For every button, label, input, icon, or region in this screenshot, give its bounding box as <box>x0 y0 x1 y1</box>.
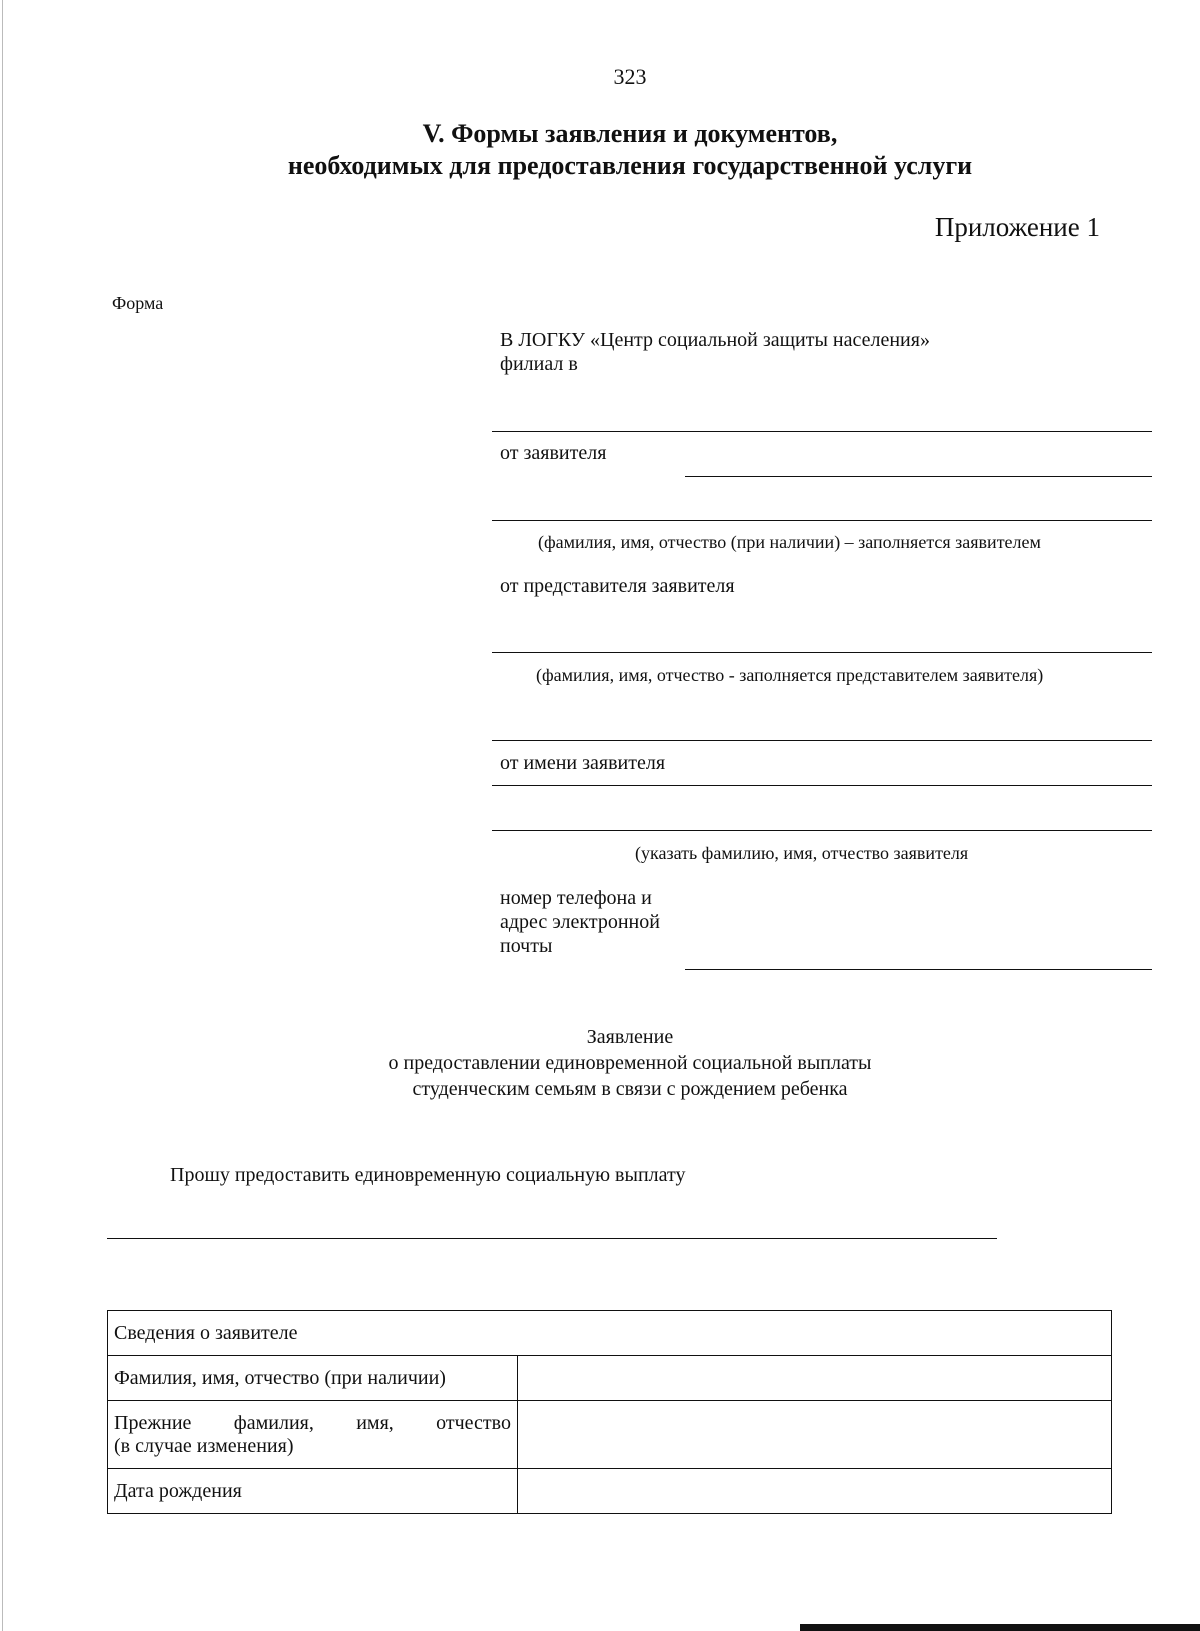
previous-name-word: Прежние <box>114 1411 192 1434</box>
applicant-fill-line-1[interactable] <box>685 476 1152 477</box>
full-name-label: Фамилия, имя, отчество (при наличии) <box>108 1356 518 1401</box>
contacts-line1: номер телефона и <box>500 887 652 909</box>
statement-title: Заявление <box>586 1026 674 1048</box>
section-title <box>0 118 1200 182</box>
full-name-value[interactable] <box>518 1356 1112 1401</box>
applicant-from-label: от заявителя <box>500 442 607 464</box>
previous-name-label-line2: (в случае изменения) <box>114 1434 294 1457</box>
on-behalf-label: от имени заявителя <box>500 752 666 774</box>
statement-heading <box>0 1024 1200 1102</box>
applicant-info-table <box>107 1310 1112 1514</box>
previous-name-word: фамилия, <box>233 1411 314 1434</box>
section-title-line2: необходимых для предоставления государственной услуги <box>287 151 973 180</box>
on-behalf-line-top[interactable] <box>492 740 1152 741</box>
form-label: Форма <box>112 293 164 313</box>
addressee-line1: В ЛОГКУ «Центр социальной защиты населения» <box>500 329 930 351</box>
statement-line2: о предоставлении единовременной социальной выплаты <box>388 1052 872 1074</box>
table-row <box>108 1401 1112 1469</box>
request-fill-line[interactable] <box>107 1238 997 1239</box>
representative-from-label: от представителя заявителя <box>500 575 735 597</box>
scan-edge <box>2 0 3 1631</box>
previous-name-word: имя, <box>356 1411 394 1434</box>
on-behalf-fill-line-1[interactable] <box>492 785 1152 786</box>
previous-name-label <box>108 1401 518 1469</box>
table-row <box>108 1469 1112 1514</box>
statement-line3: студенческим семьям в связи с рождением ребенка <box>412 1078 848 1100</box>
branch-fill-line[interactable] <box>492 431 1152 432</box>
previous-name-value[interactable] <box>518 1401 1112 1469</box>
contacts-fill-line[interactable] <box>685 969 1152 970</box>
contacts-label <box>500 886 660 958</box>
on-behalf-hint: (указать фамилию, имя, отчество заявителя <box>635 843 969 863</box>
on-behalf-fill-line-2[interactable] <box>492 830 1152 831</box>
birth-date-label: Дата рождения <box>108 1469 518 1514</box>
request-text: Прошу предоставить единовременную социальную выплату <box>170 1164 686 1186</box>
applicant-hint: (фамилия, имя, отчество (при наличии) – заполняется заявителем <box>538 532 1041 552</box>
contacts-line3: почты <box>500 935 553 957</box>
appendix-label: Приложение 1 <box>934 212 1100 242</box>
addressee <box>500 328 930 376</box>
table-header-cell: Сведения о заявителе <box>108 1311 1112 1356</box>
addressee-line2: филиал в <box>500 353 578 375</box>
previous-name-label-line1 <box>114 1412 511 1435</box>
section-title-line1: V. Формы заявления и документов, <box>422 119 838 148</box>
table-header-row <box>108 1311 1112 1356</box>
scan-bottom-edge <box>800 1624 1200 1631</box>
birth-date-value[interactable] <box>518 1469 1112 1514</box>
applicant-fill-line-2[interactable] <box>492 520 1152 521</box>
representative-fill-line[interactable] <box>492 652 1152 653</box>
page-number: 323 <box>613 64 647 89</box>
contacts-line2: адрес электронной <box>500 911 660 933</box>
previous-name-word: отчество <box>436 1411 511 1434</box>
representative-hint: (фамилия, имя, отчество - заполняется представителем заявителя) <box>536 665 1044 685</box>
table-row <box>108 1356 1112 1401</box>
